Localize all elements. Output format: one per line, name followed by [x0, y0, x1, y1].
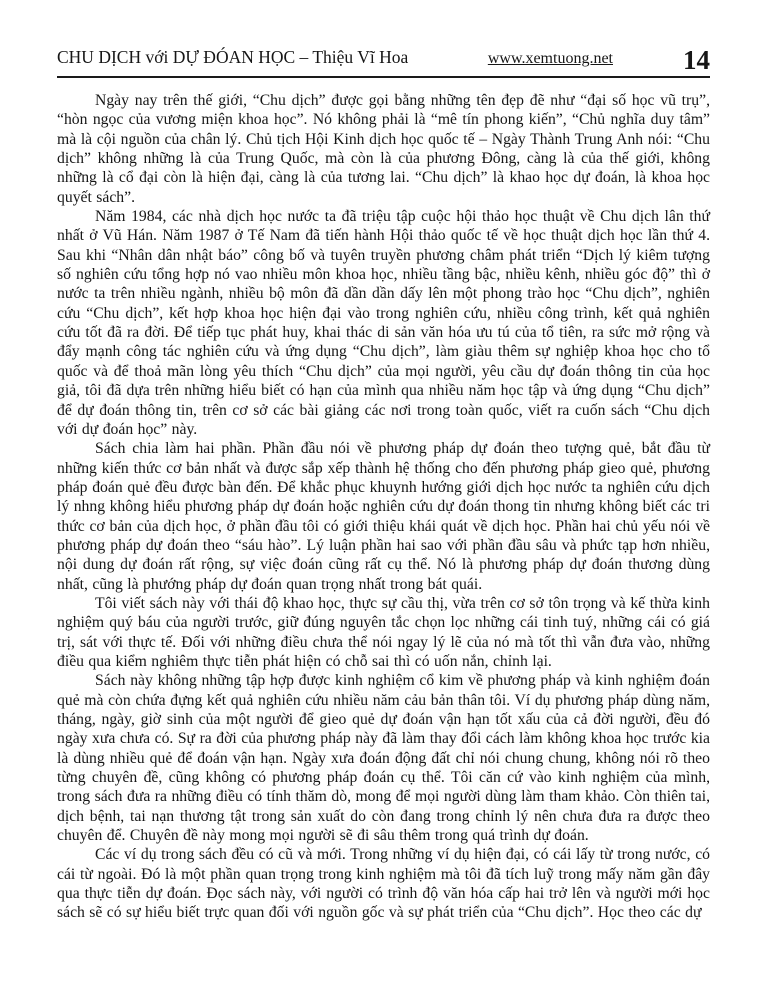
page-number: 14 — [683, 45, 710, 75]
body-text — [57, 91, 710, 923]
body-paragraph: Các ví dụ trong sách đều có cũ và mới. Trong những ví dụ hiện đại, có cái lấy từ trong nước, có cái từ ngoài. Đó là một phần quan trọng trong kinh nghiệm mà tôi đã tích luỹ trong mấy năm gần đây qua thực tiễn dự đoán. Đọc sách này, với người có trình độ văn hóa cấp hai trở lên và người mới học sách sẽ có sự hiểu biết trực quan đối với nguồn gốc và sự phát triển của “Chu dịch”. Học theo các dự — [57, 846, 710, 922]
body-paragraph: Sách này không những tập hợp được kinh nghiệm cổ kim về phương pháp và kinh nghiệm đoán quẻ mà còn chứa đựng kết quả nghiên cứu nhiều năm cảu bản thân tôi. Ví dụ phương pháp dùng năm, tháng, ngày, giờ sinh của một người để gieo quẻ dự đoán vận hạn tốt xấu của cả đời người, đều đó ngày xưa chưa có. Sự ra đời của phương pháp này đã làm thay đổi cách làm không khoa học trước kia là dùng nhiều quẻ để đoán vận hạn. Ngày xưa đoán động đất chỉ nói chung chung, không nói rõ theo từng chuyên đề, cũng không có phương pháp đoán cụ thể. Tôi căn cứ vào kinh nghiệm của mình, trong sách đưa ra những điều có tính thăm dò, mong để mọi người dùng làm tham khảo. Còn thiên tai, dịch bệnh, tai nạn thương tật trong sản xuất do còn đang trong chỉnh lý nên chưa đưa ra được theo chuyên để. Chuyên đề này mong mọi người sẽ đi sâu thêm trong quá trình dự đoán. — [57, 672, 710, 845]
body-paragraph: Năm 1984, các nhà dịch học nước ta đã triệu tập cuộc hội thảo học thuật về Chu dịch lân thứ nhất ở Vũ Hán. Năm 1987 ở Tế Nam đã tiến hành Hội thảo quốc tế về học thuật dịch học lần thứ 4. Sau khi “Nhân dân nhật báo” công bố và tuyên truyền phương châm phát triển “Dịch lý kiêm tượng số nghiên cứu tổng hợp nó vao nhiều môn khoa học, nhiều tầng bậc, nhiều kênh, nhiều góc độ” thì ở nước ta trên nhiều ngành, nhiều bộ môn đã dần dần dấy lên một phong trào học “Chu dịch”, nghiên cứu “Chu dịch”, kết hợp khoa học hiện đại vào trong nghiên cứu, nhiều công trình, kết quả nghiên cứu tốt đã ra đời. Để tiếp tục phát huy, khai thác di sản văn hóa ưu tú của tổ tiên, ra sức mở rộng và đẩy mạnh công tác nghiên cứu và ứng dụng “Chu dịch”, làm giàu thêm sự nghiệp khoa học cho tổ quốc và để thoả mãn lòng yêu thích “Chu dịch” của mọi người, yêu cầu dự đoán thông tin của học giả, tôi đã dựa trên những hiểu biết có hạn của mình qua nhiều năm học tập và ứng dụng “Chu dịch” để dự đoán thông tin, trên cơ sở các bài giảng các nơi trong toàn quốc, viết ra cuốn sách “Chu dịch với dự đoán học” này. — [57, 208, 710, 438]
book-title: CHU DỊCH với DỰ ĐÓAN HỌC – Thiệu Vĩ Hoa — [57, 47, 409, 67]
body-paragraph: Sách chia làm hai phần. Phần đầu nói về phương pháp dự đoán theo tượng quẻ, bắt đầu từ những kiến thức cơ bản nhất và được sắp xếp thành hệ thống cho đến phương pháp gieo quẻ, phương pháp đoán quẻ đều được bàn đến. Để khắc phục khuynh hướng giới dịch học nước ta nghiên cứu dịch lý nhng không hiểu phương pháp dự đoán hoặc nghiên cứu dự đoán thong tin nhưng không biết các tri thức cơ bản của dịch học, ở phần đầu tôi có giới thiệu khái quát về dịch học. Phần hai chủ yếu nói về phương pháp dự đoán theo “sáu hào”. Lý luận phần hai sao với phần đầu sâu và phức tạp hơn nhiều, nội dung dự đoán rất rộng, sự việc đoán cũng rất cụ thể. Nó là phương pháp dự đoán thương dùng nhất, cũng là phướng pháp dự đoán quan trọng nhất trong bát quái. — [57, 440, 710, 593]
body-paragraph: Tôi viết sách này với thái độ khao học, thực sự cầu thị, vừa trên cơ sở tôn trọng và kế thừa kinh nghiệm quý báu của người trước, giữ đúng nguyên tắc chọn lọc những cái tinh tuý, những cái có giá trị, sát với thực tế. Đối với những điều chưa thể nói ngay lý lẽ của nó mà tốt thì vẫn đưa vào, những điều qua kiểm nghiêm thực tiễn phát hiện có chỗ sai thì có uốn nắn, chỉnh lại. — [57, 594, 710, 670]
page-header — [57, 42, 710, 78]
body-paragraph: Ngày nay trên thế giới, “Chu dịch” được gọi bằng những tên đẹp đẽ như “đại số học vũ trụ”, “hòn ngọc của vương miện khoa học”. Nó không phải là “mê tín phong kiến”, “Chủ nghĩa duy tâm” mà là cội nguồn của chân lý. Chủ tịch Hội Kinh dịch học quốc tế – Ngày Thành Trung Anh nói: “Chu dịch” không những là của Trung Quốc, mà còn là của phương Đông, càng là của thế giới, không những là cổ đại còn là hiện đại, càng là của tương lai. “Chu dịch” là khao học dự đoán, là khoa học quyết sách”. — [57, 92, 710, 206]
website-link[interactable]: www.xemtuong.net — [487, 50, 613, 67]
